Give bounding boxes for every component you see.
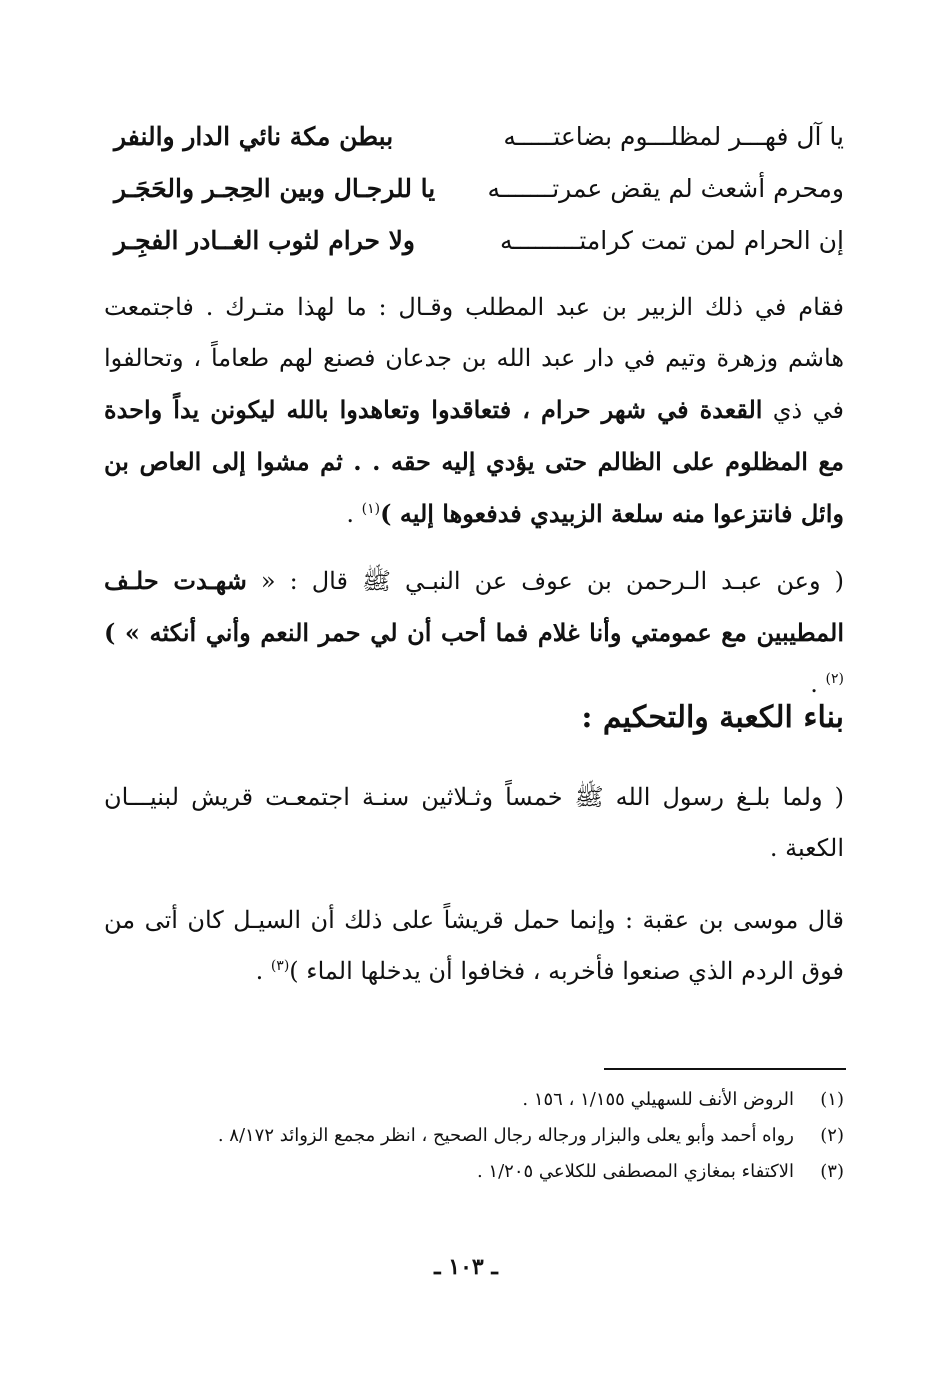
section-heading: بناء الكعبة والتحكيم : xyxy=(581,700,844,735)
verse-line xyxy=(114,162,844,214)
verse-line xyxy=(114,214,844,266)
paragraph-kaaba xyxy=(104,772,844,874)
paragraph-alliance-story xyxy=(104,282,844,540)
verse-second-hemistich: ببطن مكة نائي الدار والنفر xyxy=(114,121,394,151)
verse-second-hemistich: ولا حرام لثوب الغــادر الفجِـر xyxy=(114,225,415,255)
hadith-bold-text: شهـدت حلـف المطيبين مع عمومتي وأنا غلام فما أحب أن لي حمر النعم وأني أنكثه xyxy=(104,566,844,647)
hadith-quote-close: » ) xyxy=(104,618,150,647)
paragraph-end: . xyxy=(255,957,271,985)
verse-line xyxy=(114,110,844,162)
footnote-reference: (١) xyxy=(361,501,381,517)
footnote-reference: (٣) xyxy=(270,958,290,974)
footnotes-section xyxy=(84,1082,844,1190)
paragraph-end: . xyxy=(346,500,362,528)
footnote-number: (١) xyxy=(820,1089,844,1110)
footnote-number: (٣) xyxy=(820,1161,844,1182)
footnote-number: (٢) xyxy=(820,1125,844,1146)
verse-first-hemistich: إن الحرام لمن تمت كرامتـــــــــه xyxy=(500,225,844,255)
paragraph-text: ( وعن عبـد الـرحمن بن عوف عن النبـي ﷺ قال : « xyxy=(246,567,844,595)
footnote-item xyxy=(84,1118,844,1154)
footnote-divider xyxy=(604,1068,846,1070)
paragraph-bold-text: القعدة في شهر حرام ، فتعاقدوا وتعاهدوا بالله ليكونن يداً واحدة مع المظلوم على الظالم حتى يؤدي إليه حقه . . ثم مشوا إلى العاص بن وائل فانتزعوا منه سلعة الزبيدي فدفعوها إليه ) xyxy=(104,395,844,528)
footnote-text: الروض الأنف للسهيلي ١/١٥٥ ، ١٥٦ . xyxy=(522,1089,794,1110)
footnote-text: الاكتفاء بمغازي المصطفى للكلاعي ١/٢٠٥ . xyxy=(476,1161,794,1182)
footnote-item xyxy=(84,1082,844,1118)
paragraph-end: . xyxy=(810,670,826,698)
page-number: ـ ١٠٣ ـ xyxy=(434,1254,498,1280)
paragraph-musa-ibn-uqba xyxy=(104,895,844,997)
footnote-item xyxy=(84,1154,844,1190)
verse-first-hemistich: ومحرم أشعث لم يقض عمرتـــــــه xyxy=(487,173,844,203)
paragraph-text: قال موسى بن عقبة : وإنما حمل قريشاً على ذلك أن السيـل كان أتى من فوق الردم الذي صنعوا فأخربه ، فخافوا أن يدخلها الماء ) xyxy=(104,906,844,985)
paragraph-hadith xyxy=(104,555,844,710)
poetry-block xyxy=(114,110,844,266)
verse-first-hemistich: يا آل فهـــر لمظلـــوم بضاعتـــــه xyxy=(503,121,844,151)
footnote-reference: (٢) xyxy=(825,671,844,687)
paragraph-text: فقام في ذلك الزبير بن عبد المطلب وقـال : ما لهذا متـرك . فاجتمعت هاشم وزهرة وتيم في دار عبد الله بن جدعان فصنع لهم طعاماً ، وتحالفوا في ذي xyxy=(104,293,844,424)
verse-second-hemistich: يا للرجـال وبين الحِجـر والحَجَـر xyxy=(114,173,436,203)
footnote-text: رواه أحمد وأبو يعلى والبزار ورجاله رجال الصحيح ، انظر مجمع الزوائد ٨/١٧٢ . xyxy=(217,1125,794,1146)
paragraph-text: ( ولما بلـغ رسول الله ﷺ خمساً وثـلاثين سنـة اجتمعـت قريش لبنيـــان الكعبة . xyxy=(104,783,844,862)
